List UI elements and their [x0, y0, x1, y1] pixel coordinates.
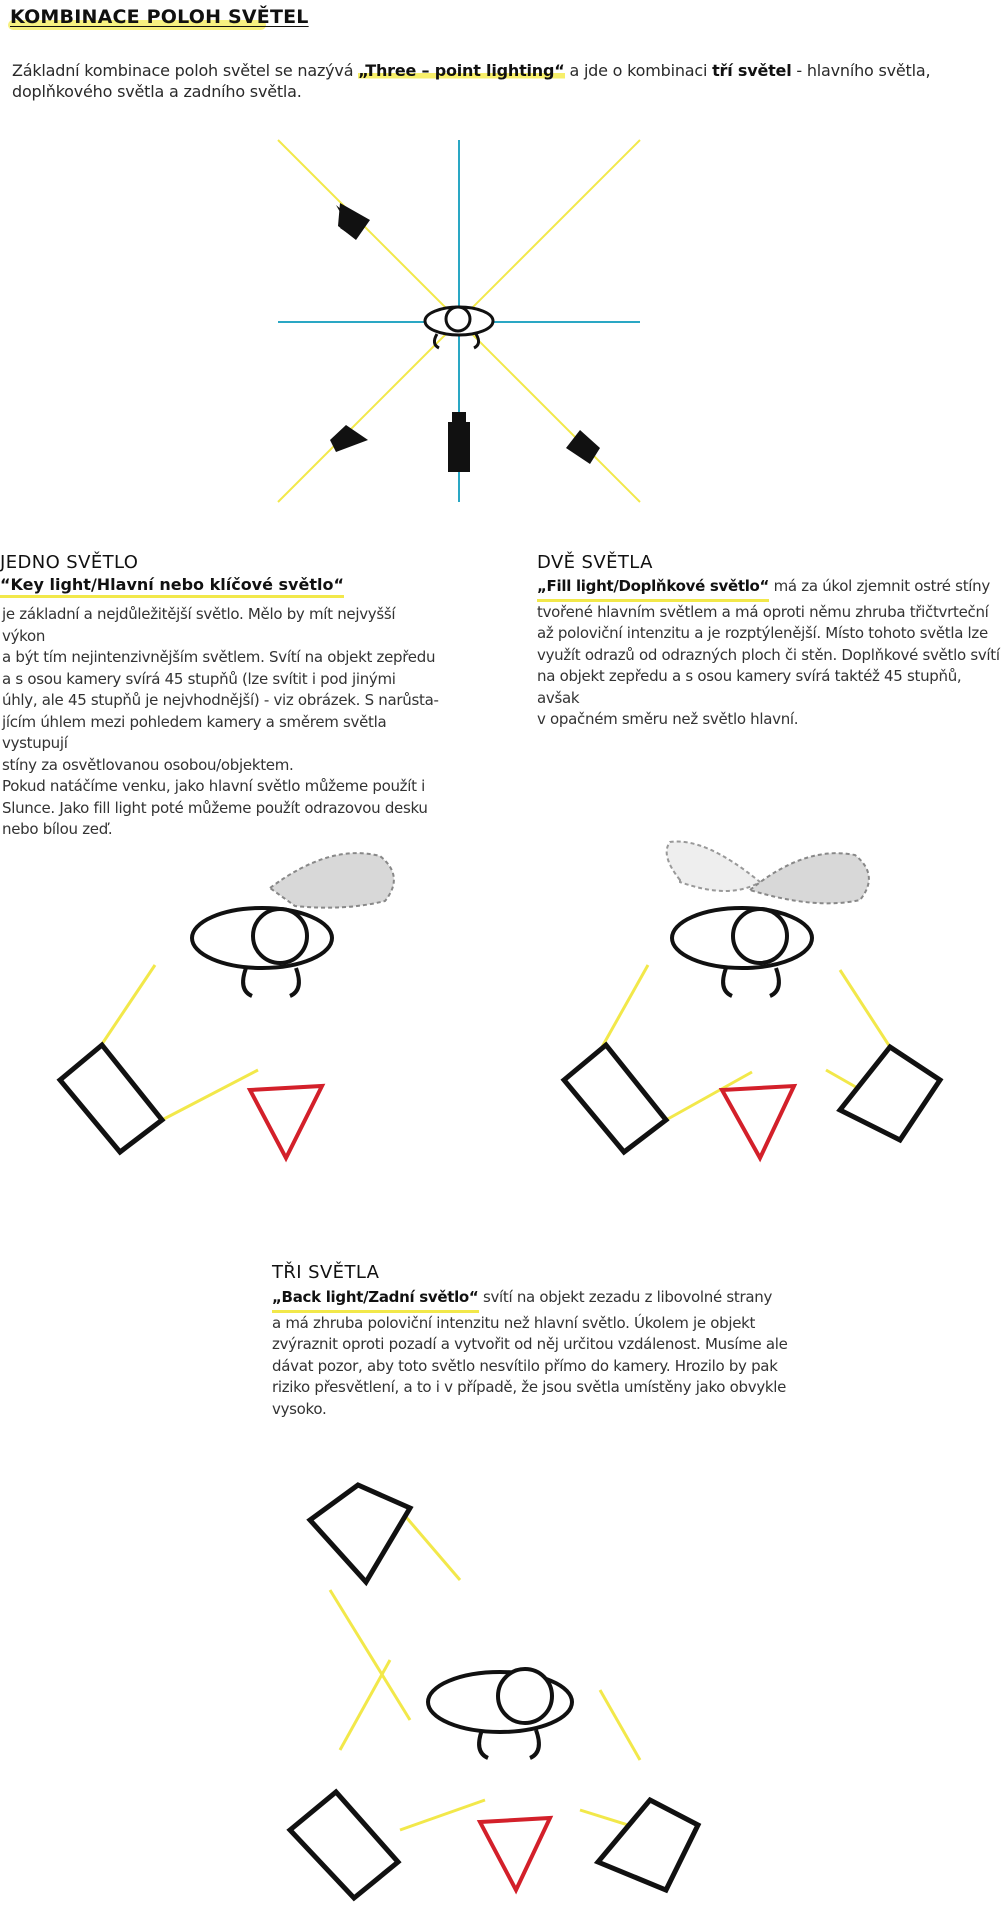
paragraph-one-light: [2, 604, 442, 841]
key-light: [290, 1792, 398, 1898]
diagram-three-lights: [280, 1470, 760, 1910]
subject-figure: [192, 908, 332, 996]
paragraph-two-lights: [537, 576, 1002, 731]
beam-fill-1: [840, 970, 890, 1047]
para-line: Slunce. Jako fill light poté můžeme použít odrazovou desku: [2, 798, 428, 817]
light-bottom-left: [330, 425, 368, 452]
intro-text-2: a jde o kombinaci: [564, 61, 713, 80]
fill-light: [840, 1047, 940, 1140]
overview-diagram: [0, 0, 1002, 520]
para-line: je základní a nejdůležitější světlo. Mělo by mít nejvyšší výkon: [2, 605, 396, 645]
para-line: v opačném směru než světlo hlavní.: [537, 710, 799, 728]
diagram-one-light: [40, 840, 480, 1170]
intro-term: „Three – point lighting“: [358, 61, 565, 80]
para-line: a s osou kamery svírá 45 stupňů (lze svítit i pod jinými: [2, 669, 396, 688]
intro-text-1: Základní kombinace poloh světel se nazývá: [12, 61, 359, 80]
fill-light: [598, 1800, 698, 1890]
key-light: [60, 1045, 162, 1152]
page-title: KOMBINACE POLOH SVĚTEL: [10, 6, 309, 28]
beam-key-1: [340, 1660, 390, 1750]
para-line: stíny za osvětlovanou osobou/objektem.: [2, 755, 294, 774]
camera-triangle: [250, 1086, 322, 1158]
heading-one-light: JEDNO SVĚTLO: [0, 552, 139, 573]
para-line: využít odrazů od odrazných ploch či stěn. Doplňkové světlo svítí: [537, 645, 1000, 664]
subtitle-one-light: “Key light/Hlavní nebo klíčové světlo“: [0, 575, 344, 598]
subject-figure: [428, 1669, 572, 1758]
key-light: [564, 1045, 666, 1152]
camera-triangle: [480, 1818, 550, 1890]
para-line: tvořené hlavním světlem a má oproti němu zhruba třičtvrteční: [537, 602, 989, 621]
heading-three-lights: TŘI SVĚTLA: [272, 1262, 380, 1283]
beam-key-2: [666, 1072, 752, 1120]
shadow-shape-right: [750, 853, 869, 903]
shadow-shape: [270, 853, 394, 908]
heading-two-lights: DVĚ SVĚTLA: [537, 552, 653, 573]
para-line: a být tím nejintenzivnějším světlem. Svítí na objekt zepředu: [2, 648, 436, 666]
light-top-left-body: [338, 203, 370, 240]
para-line: vysoko.: [272, 1399, 327, 1418]
para-line: jícím úhlem mezi pohledem kamery a směrem světla vystupují: [2, 712, 387, 752]
diagram-two-lights: [540, 840, 1000, 1170]
para-line: na objekt zepředu a s osou kamery svírá taktéž 45 stupňů, avšak: [537, 667, 962, 707]
beam-back-1: [330, 1590, 410, 1720]
beam-key-2: [400, 1800, 485, 1830]
beam-fill-1: [600, 1690, 640, 1760]
subtitle-two-lights: „Fill light/Doplňkové světlo“: [537, 576, 769, 602]
light-bottom-right: [566, 430, 600, 464]
subject-figure: [672, 908, 812, 996]
subtitle-one-light-wrap: [0, 575, 344, 598]
shadow-shape-left: [667, 842, 760, 892]
paragraph-three-lights: [272, 1287, 832, 1420]
para-line: Pokud natáčíme venku, jako hlavní světlo můžeme použít i: [2, 777, 426, 795]
para-line: úhly, ale 45 stupňů je nejvhodnější) - viz obrázek. S narůsta-: [2, 691, 439, 709]
beam-key-1: [100, 965, 155, 1047]
para-line: zvýraznit oproti pozadí a vytvořit od něj určitou vzdálenost. Musíme ale: [272, 1335, 788, 1353]
para-first-line-rest: má za úkol zjemnit ostré stíny: [769, 577, 990, 595]
para-line: dávat pozor, aby toto světlo nesvítilo přímo do kamery. Hrozilo by pak: [272, 1356, 778, 1375]
para-line: až poloviční intenzitu a je rozptýlenější. Místo tohoto světla lze: [537, 624, 988, 642]
beam-key-2: [162, 1070, 258, 1120]
para-line: riziko přesvětlení, a to i v případě, že jsou světla umístěny jako obvykle: [272, 1378, 787, 1396]
intro-text-3: - hlavního světla, doplňkového světla a zadního světla.: [12, 61, 931, 101]
back-light: [310, 1485, 410, 1582]
subtitle-three-lights: „Back light/Zadní světlo“: [272, 1287, 479, 1313]
camera-top: [448, 422, 470, 472]
camera-triangle: [722, 1086, 794, 1158]
para-line: nebo bílou zeď.: [2, 820, 113, 838]
beam-key-1: [602, 965, 648, 1047]
intro-term2: tří světel: [712, 61, 792, 80]
para-first-line-rest: svítí na objekt zezadu z libovolné strany: [478, 1288, 773, 1306]
beam-back-2: [400, 1510, 460, 1580]
para-line: a má zhruba poloviční intenzitu než hlavní světlo. Úkolem je objekt: [272, 1313, 756, 1332]
